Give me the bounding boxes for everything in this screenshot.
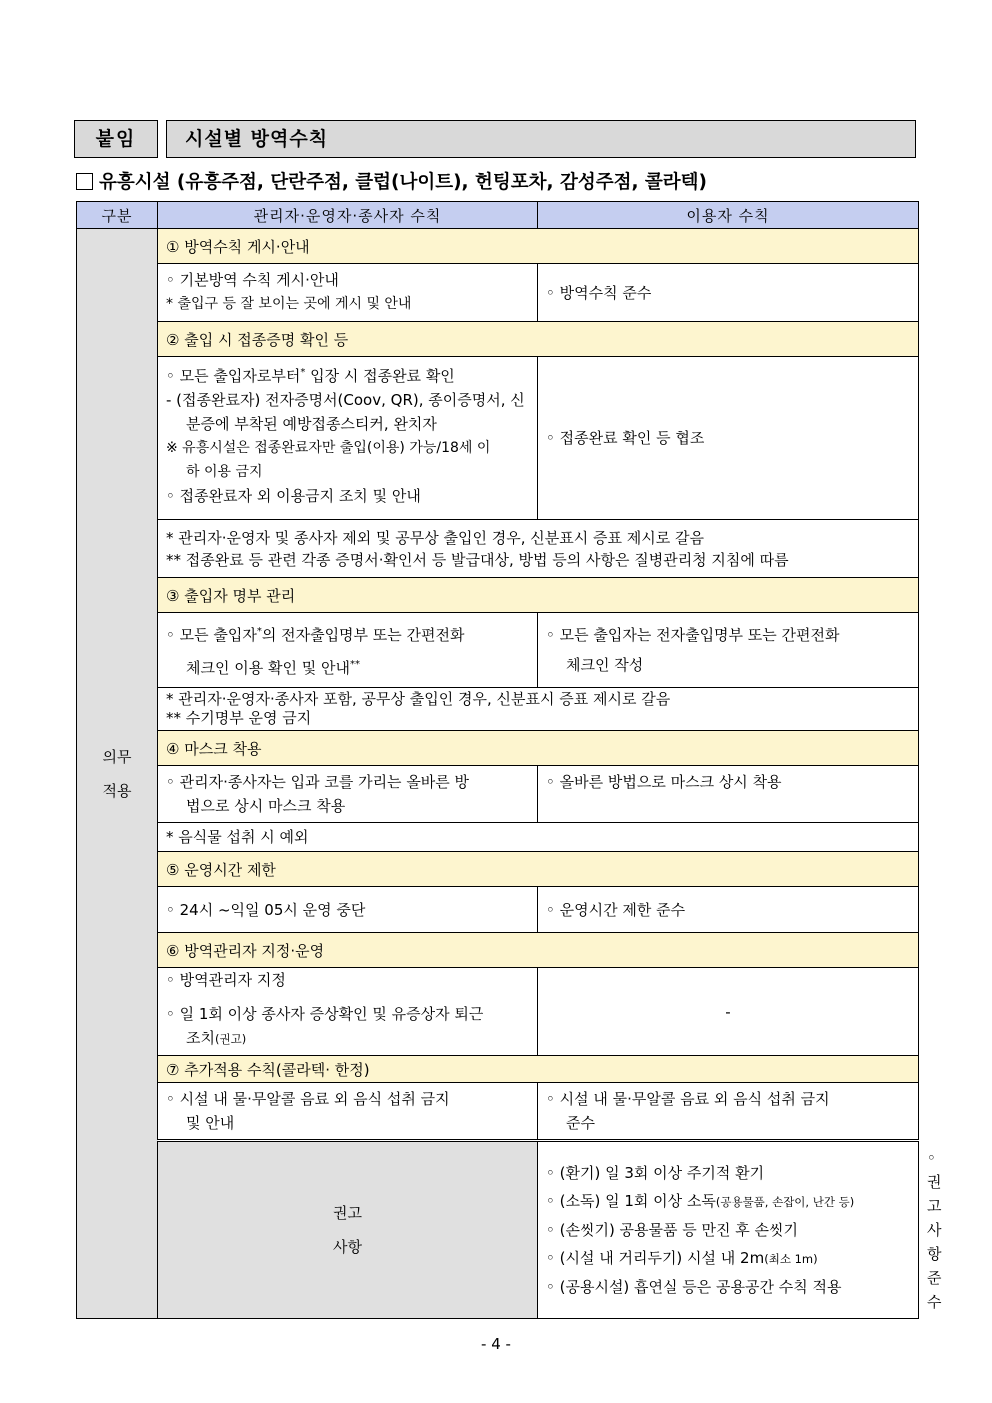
- manager-rule: [538, 1141, 919, 1319]
- category-line: 권고: [333, 1204, 362, 1222]
- category-mandatory: [77, 229, 158, 1319]
- col-header-category: 구분: [77, 202, 158, 229]
- section-notes: [158, 688, 919, 731]
- rule-line: - (접종완료자) 전자증명서(Coov, QR), 종이증명서, 신: [166, 391, 525, 409]
- manager-rule: ◦ 24시 ~익일 05시 운영 중단: [158, 887, 538, 933]
- note-line: * 관리자·운영자·종사자 포함, 공무상 출입인 경우, 신분표시 증표 제시로 갈음: [166, 690, 671, 708]
- rule-line: 및 안내: [186, 1114, 235, 1132]
- rule-line: 준수: [566, 1114, 595, 1132]
- document-title: 시설별 방역수칙: [166, 120, 916, 158]
- rule-line: 분증에 부착된 예방접종스티커, 완치자: [186, 415, 437, 433]
- facility-heading-text: 유흥시설 (유흥주점, 단란주점, 클럽(나이트), 헌팅포차, 감성주점, 콜라텍): [99, 172, 707, 193]
- manager-rule: [158, 264, 538, 322]
- user-rule: [538, 1083, 919, 1141]
- rule-line: 체크인 이용 확인 및 안내**: [186, 659, 360, 677]
- rule-line: ◦ (환기) 일 3회 이상 주기적 환기: [546, 1164, 765, 1182]
- col-header-manager: 관리자·운영자·종사자 수칙: [158, 202, 538, 229]
- rule-line: ◦ (공용시설) 흡연실 등은 공용공간 수칙 적용: [546, 1278, 842, 1296]
- page-number: - 4 -: [481, 1335, 511, 1353]
- note-line: * 관리자·운영자 및 종사자 제외 및 공무상 출입인 경우, 신분표시 증표 제시로 갈음: [166, 528, 704, 547]
- rule-line: ◦ (시설 내 거리두기) 시설 내 2m(최소 1m): [546, 1249, 818, 1267]
- rule-line: ◦ 모든 출입자로부터* 입장 시 접종완료 확인: [166, 367, 455, 385]
- rule-line: ◦ (손씻기) 공용물품 등 만진 후 손씻기: [546, 1221, 799, 1239]
- rule-line: ◦ 모든 출입자*의 전자출입명부 또는 간편전화: [166, 626, 465, 644]
- category-line: 적용: [102, 781, 132, 800]
- user-rule: ◦ 접종완료 확인 등 협조: [538, 357, 919, 520]
- section-title: ⑤ 운영시간 제한: [158, 852, 919, 887]
- rule-line: ◦ 방역관리자 지정: [166, 971, 286, 989]
- section-title: ⑥ 방역관리자 지정·운영: [158, 933, 919, 968]
- section-notes: [158, 520, 919, 578]
- checkbox-icon: [76, 173, 93, 190]
- attachment-label: 붙임: [74, 120, 158, 158]
- user-rule: ◦ 운영시간 제한 준수: [538, 887, 919, 933]
- manager-rule: [158, 613, 538, 688]
- section-title: ③ 출입자 명부 관리: [158, 578, 919, 613]
- rule-note: ※ 유흥시설은 접종완료자만 출입(이용) 가능/18세 이: [166, 440, 491, 456]
- manager-rule: [158, 766, 538, 823]
- user-rule: -: [538, 968, 919, 1056]
- user-rule: ◦ 올바른 방법으로 마스크 상시 착용: [538, 766, 919, 823]
- rules-table: 구분 관리자·운영자·종사자 수칙 이용자 수칙 의무 적용 ① 방역수칙 게시·안내 ◦ 기본방역 수칙 게시·안내 * 출입구 등 잘 보이는 곳에 게시 및 안내 ◦ 방역수칙 준수 ② 출입 시 접종증명 확인 등 ◦ 모든 출입자로부터* 입장 시 접종완료 확인 - (접종완료자) 전자증명서(Coov, QR), 종이증명서, 신 분증에 부착된 예방접종스티커, 완치자 ※ 유흥시설은 접종완료자만 출입(이용) 가능/18세 이 하 이용 금지 ◦ 접종완료자 외 이용금지 조치 및 안내 ◦ 접종완료 확인 등 협조 * 관리자·운영자 및 종사자 제외 및 공무상 출입인 경우, 신분표시 증표 제시로 갈음 ** 접종완료 등 관련 각종 증명서·확인서 등 발급대상, 방법 등의 사항은 질병관리청 지침에 따름 ③ 출입자 명부 관리 ◦ 모든 출입자*의 전자출입명부 또는 간편전화 체크인 이용 확인 및 안내** ◦ 모든 출입자는 전자출입명부 또는 간편전화 체크인 작성 * 관리자·운영자·종사자 포함, 공무상 출입인 경우, 신분표시 증표 제시로 갈음 ** 수기명부 운영 금지 ④ 마스크 착용 ◦ 관리자·종사자는 입과 코를 가리는 올바른 방 법으로 상시 마스크 착용 ◦ 올바른 방법으로 마스크 상시 착용 * 음식물 섭취 시 예외 ⑤ 운영시간 제한 ◦ 24시 ~익일 05시 운영 중단 ◦ 운영시간 제한 준수 ⑥ 방역관리자 지정·운영 ◦ 방역관리자 지정 ◦ 일 1회 이상 종사자 증상확인 및 유증상자 퇴근 조치(권고) - ⑦ 추가적용 수칙(콜라텍· 한정) ◦ 시설 내 물·무알콜 음료 외 음식 섭취 금지 및 안내 ◦ 시설 내 물·무알콜 음료 외 음식 섭취 금지 준수 권고 사항 ◦ (환기) 일 3회 이상 주기적 환기 ◦ (소독) 일 1회 이상 소독(공용물품, 손잡이, 난간 등) ◦ (손씻기) 공용물품 등 만진 후 손씻기 ◦ (시설 내 거리두기) 시설 내 2m(최소 1m) ◦ (공용시설) 흡연실 등은 공용공간 수칙 적용 ◦ 권고사항 준수: [76, 201, 919, 1319]
- rule-line: ◦ 기본방역 수칙 게시·안내: [166, 271, 339, 289]
- manager-rule: [158, 968, 538, 1056]
- section-title: ⑦ 추가적용 수칙(콜라텍· 한정): [158, 1056, 919, 1083]
- col-header-user: 이용자 수칙: [538, 202, 919, 229]
- section-title: ② 출입 시 접종증명 확인 등: [158, 322, 919, 357]
- note-line: ** 접종완료 등 관련 각종 증명서·확인서 등 발급대상, 방법 등의 사항은 질병관리청 지침에 따름: [166, 550, 789, 569]
- user-rule: ◦ 방역수칙 준수: [538, 264, 919, 322]
- category-line: 사항: [333, 1238, 362, 1256]
- rule-line: ◦ 모든 출입자는 전자출입명부 또는 간편전화: [546, 626, 840, 644]
- rule-line: 체크인 작성: [566, 656, 644, 674]
- category-line: 의무: [102, 747, 132, 766]
- rule-line: ◦ 일 1회 이상 종사자 증상확인 및 유증상자 퇴근: [166, 1005, 484, 1023]
- manager-rule: [158, 1083, 538, 1141]
- rule-line: 법으로 상시 마스크 착용: [186, 797, 346, 815]
- rule-line: ◦ (소독) 일 1회 이상 소독(공용물품, 손잡이, 난간 등): [546, 1192, 855, 1210]
- rule-line: ◦ 관리자·종사자는 입과 코를 가리는 올바른 방: [166, 773, 470, 791]
- note-line: ** 수기명부 운영 금지: [166, 709, 312, 727]
- manager-rule: [158, 357, 538, 520]
- table-header-row: [77, 202, 919, 229]
- user-rule: [538, 613, 919, 688]
- section-title: ① 방역수칙 게시·안내: [158, 229, 919, 264]
- section-note: * 음식물 섭취 시 예외: [158, 823, 919, 852]
- rule-line: ◦ 접종완료자 외 이용금지 조치 및 안내: [166, 487, 421, 505]
- facility-heading: [76, 168, 707, 194]
- rule-note: 하 이용 금지: [186, 464, 263, 480]
- category-recommended: [158, 1141, 538, 1319]
- rule-line: ◦ 시설 내 물·무알콜 음료 외 음식 섭취 금지: [546, 1090, 830, 1108]
- rule-line: ◦ 시설 내 물·무알콜 음료 외 음식 섭취 금지: [166, 1090, 450, 1108]
- rule-line: 조치(권고): [186, 1029, 247, 1047]
- rule-note: * 출입구 등 잘 보이는 곳에 게시 및 안내: [166, 296, 412, 312]
- section-title: ④ 마스크 착용: [158, 731, 919, 766]
